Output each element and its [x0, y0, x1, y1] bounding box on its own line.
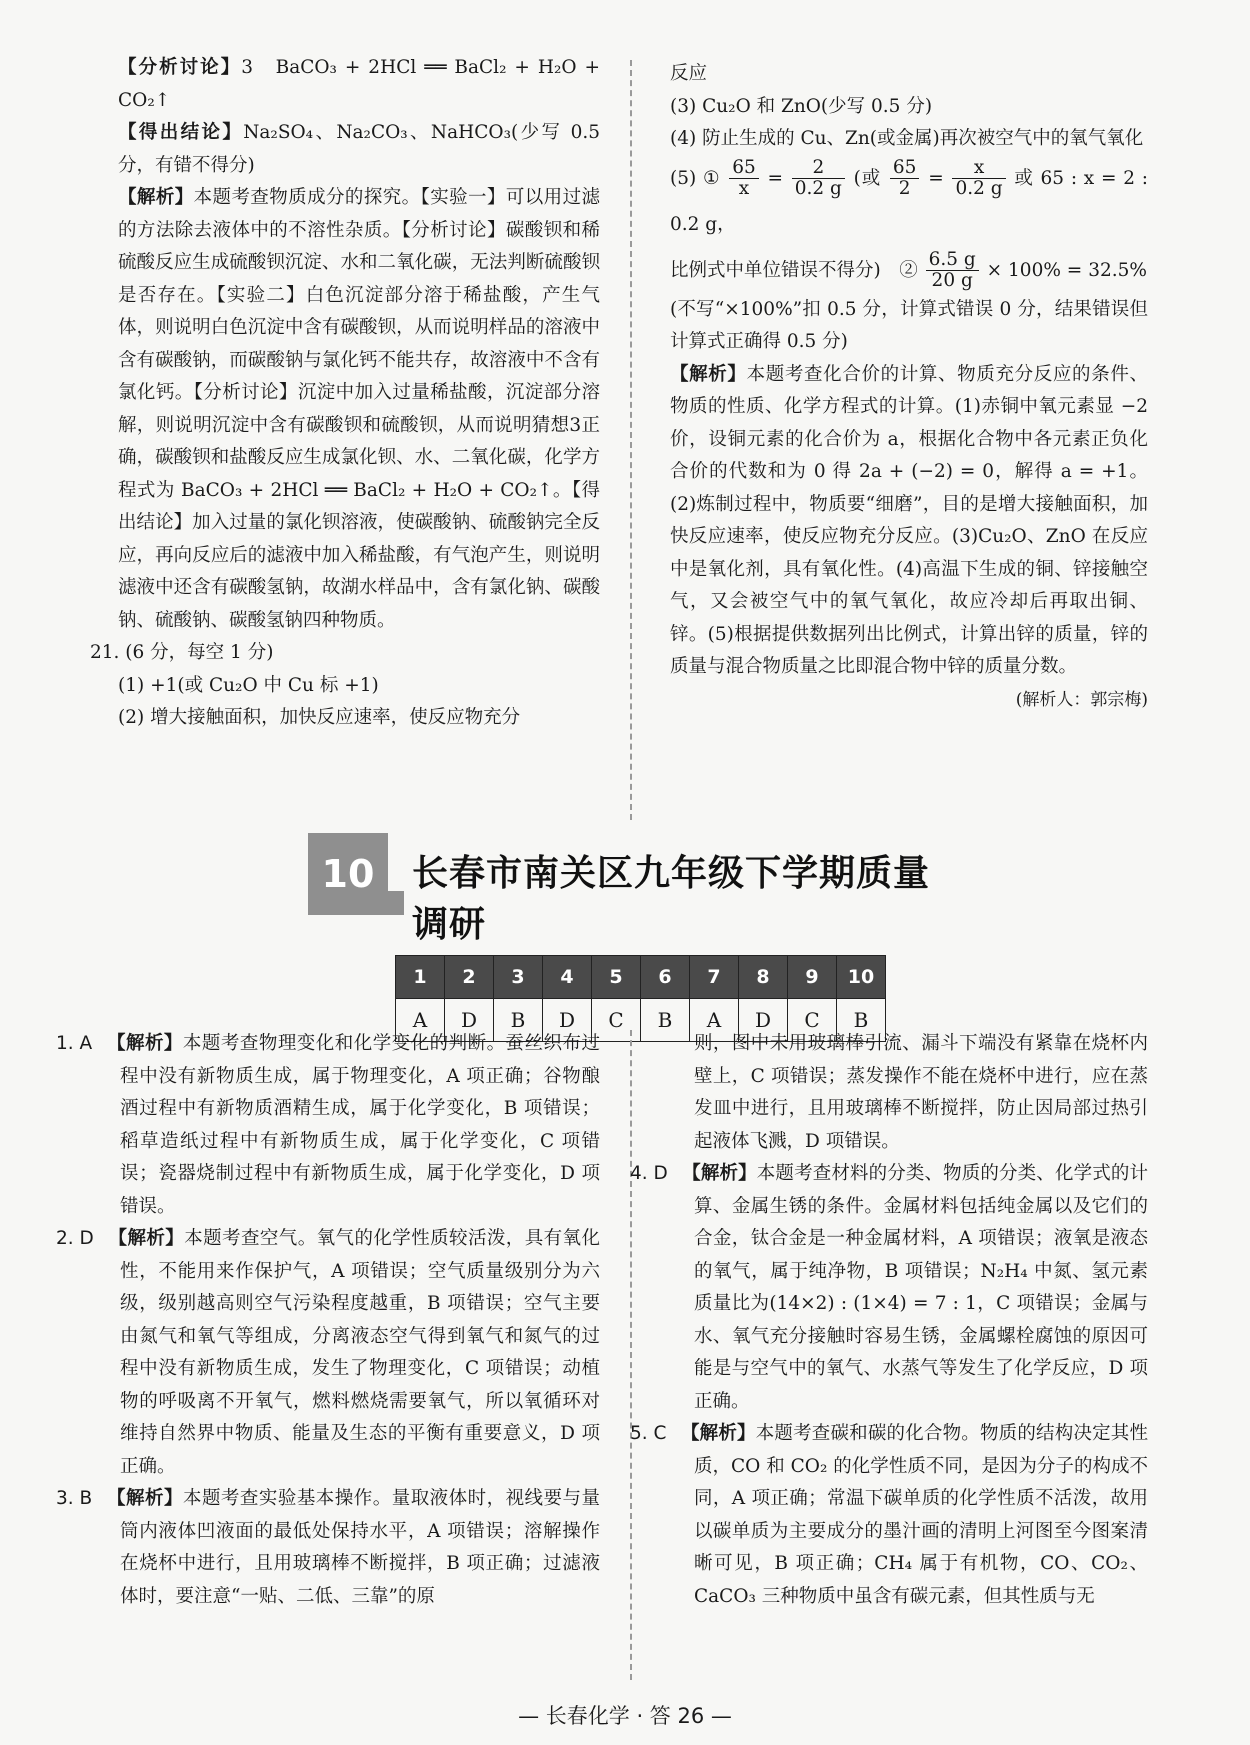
right-bottom-column — [630, 1028, 1148, 1613]
question-number-row — [396, 956, 886, 999]
answer-cell: A — [396, 999, 445, 1042]
q1-explanation: 1. A 【解析】本题考查物理变化和化学变化的判断。蚕丝织布过程中没有新物质生成，属于物理变化，A 项正确；谷物酿酒过程中有新物质酒精生成，属于化学变化，B 项错误；稻草造纸过程中有新物质生成，属于化学变化，C 项错误；瓷器烧制过程中有新物质生成，属于化学变化，D 项错误。 — [56, 1033, 600, 1217]
analysis-discussion: 【分析讨论】3 BaCO₃ + 2HCl ══ BaCl₂ + H₂O + CO₂↑ — [118, 57, 600, 111]
banner-accent — [388, 891, 404, 915]
fraction: $\frac{65}{2}$ — [890, 158, 920, 199]
q21-heading: 21. (6 分，每空 1 分) — [90, 642, 274, 663]
q3-explanation: 3. B 【解析】本题考查实验基本操作。量取液体时，视线要与量筒内液体凹液面的最低处保持水平，A 项错误；溶解操作在烧杯中进行，且用玻璃棒不断搅拌，B 项正确；过滤液体时，要注意“一贴、二低、三靠”的原 — [56, 1488, 600, 1607]
left-bottom-column — [56, 1028, 600, 1613]
answer-cell: B — [837, 999, 886, 1042]
q3-continued: 则，图中未用玻璃棒引流、漏斗下端没有紧靠在烧杯内壁上，C 项错误；蒸发操作不能在烧杯中进行，应在蒸发皿中进行，且用玻璃棒不断搅拌，防止因局部过热引起液体飞溅，D 项错误。 — [694, 1033, 1148, 1152]
answer-line: (4) 防止生成的 Cu、Zn(或金属)再次被空气中的氧气氧化 — [670, 128, 1144, 149]
left-top-column — [90, 52, 600, 735]
section-title: 长春市南关区九年级下学期质量调研 — [412, 853, 931, 945]
fraction: $\frac{6.5 g}{20 g}$ — [926, 250, 979, 291]
q5-explanation: 5. C 【解析】本题考查碳和碳的化合物。物质的结构决定其性质，CO 和 CO₂ 的化学性质不同，是因为分子的构成不同，A 项正确；常温下碳单质的化学性质不活泼，故用以碳单质为主要成分的墨汁画的清明上河图至今图案清晰可见，B 项正确；CH₄ 属于有机物，CO、CO₂、CaCO₃ 三种物质中虽含有碳元素，但其性质与无 — [630, 1423, 1148, 1607]
question-number-cell: 9 — [788, 956, 837, 999]
question-number-cell: 5 — [592, 956, 641, 999]
answer-cell: B — [494, 999, 543, 1042]
answer-cell: A — [690, 999, 739, 1042]
answer-cell: B — [641, 999, 690, 1042]
answer-cell: D — [739, 999, 788, 1042]
section-number: 10 — [308, 833, 388, 915]
fraction: $\frac{2}{0.2 g}$ — [792, 158, 845, 199]
ratio-line: (5) ① $\frac{65}{x}$ = $\frac{2}{0.2 g}$ (或 $\frac{65}{2}$ = $\frac{x}{0.2 g}$ 或 65 : x = 2 : 0.2 g， — [670, 157, 1149, 235]
q21-part1: (1) +1(或 Cu₂O 中 Cu 标 +1) — [118, 674, 379, 696]
q4-explanation: 4. D 【解析】本题考查材料的分类、物质的分类、化学式的计算、金属生锈的条件。金属材料包括纯金属以及它们的合金，钛合金是一种金属材料，A 项错误；液氧是液态的氧气，属于纯净物，B 项错误；N₂H₄ 中氮、氢元素质量比为(14×2) : (1×4) = 7 : 1，C 项错误；金属与水、氧气充分接触时容易生锈，金属螺栓腐蚀的原因可能是与空气中的氧气、水蒸气等发生了化学反应，D 项正确。 — [630, 1163, 1148, 1412]
answer-cell: C — [592, 999, 641, 1042]
explanation: 【解析】本题考查化合价的计算、物质充分反应的条件、物质的性质、化学方程式的计算。(1)赤铜中氧元素显 −2 价，设铜元素的化合价为 a，根据化合物中各元素正负化合价的代数和为 0 得 2a + (−2) = 0，解得 a = +1。(2)炼制过程中，物质要“细磨”，目的是增大接触面积，加快反应速率，使反应物充分反应。(3)Cu₂O、ZnO 在反应中是氧化剂，具有氧化性。(4)高温下生成的铜、锌接触空气，又会被空气中的氧气氧化，故应冷却后再取出铜、锌。(5)根据提供数据列出比例式，计算出锌的质量，锌的质量与混合物质量之比即混合物中锌的质量分数。 — [670, 363, 1148, 677]
q21-part2: (2) 增大接触面积，加快反应速率，使反应物充分 — [118, 707, 521, 728]
column-divider-bottom — [630, 1030, 632, 1680]
percent-line: 比例式中单位错误不得分) ② $\frac{6.5 g}{20 g}$ × 100% = 32.5% — [670, 249, 1147, 291]
question-number-cell: 2 — [445, 956, 494, 999]
right-top-column — [670, 58, 1148, 716]
question-number-cell: 1 — [396, 956, 445, 999]
answer-cell: C — [788, 999, 837, 1042]
fraction: $\frac{x}{0.2 g}$ — [952, 158, 1005, 199]
signature: (解析人：郭宗梅) — [1015, 689, 1148, 710]
question-number-cell: 10 — [837, 956, 886, 999]
answer-cell: D — [543, 999, 592, 1042]
question-number-cell: 4 — [543, 956, 592, 999]
q2-explanation: 2. D 【解析】本题考查空气。氧气的化学性质较活泼，具有氧化性，不能用来作保护气，A 项错误；空气质量级别分为六级，级别越高则空气污染程度越重，B 项错误；空气主要由氮气和氧气等组成，分离液态空气得到氧气和氮气的过程中没有新物质生成，发生了物理变化，C 项错误；动植物的呼吸离不开氧气，燃料燃烧需要氧气，所以氧循环对维持自然界中物质、能量及生态的平衡有重要意义，D 项正确。 — [56, 1228, 600, 1477]
tag: 【分析讨论】 — [118, 57, 242, 78]
question-number-cell: 3 — [494, 956, 543, 999]
answer-line: 反应 — [670, 63, 708, 84]
conclusion: 【得出结论】Na₂SO₄、Na₂CO₃、NaHCO₃(少写 0.5 分，有错不得分) — [118, 122, 600, 176]
fraction: $\frac{65}{x}$ — [729, 158, 759, 199]
answer-note: (不写“×100%”扣 0.5 分，计算式错误 0 分，结果错误但计算式正确得 0.5 分) — [670, 298, 1148, 352]
section-banner — [308, 833, 948, 945]
answer-line: (3) Cu₂O 和 ZnO(少写 0.5 分) — [670, 95, 933, 117]
question-number-cell: 6 — [641, 956, 690, 999]
column-divider-top — [630, 60, 632, 820]
question-number-cell: 8 — [739, 956, 788, 999]
question-number-cell: 7 — [690, 956, 739, 999]
answer-cell: D — [445, 999, 494, 1042]
page-footer: — 长春化学 · 答 26 — — [518, 1704, 732, 1728]
explanation: 【解析】本题考查物质成分的探究。【实验一】可以用过滤的方法除去液体中的不溶性杂质。【分析讨论】碳酸钡和稀硫酸反应生成硫酸钡沉淀、水和二氧化碳，无法判断硫酸钡是否存在。【实验二】白色沉淀部分溶于稀盐酸，产生气体，则说明白色沉淀中含有碳酸钡，从而说明样品的溶液中含有碳酸钠，而碳酸钠与氯化钙不能共存，故溶液中不含有氯化钙。【分析讨论】沉淀中加入过量稀盐酸，沉淀部分溶解，则说明沉淀中含有碳酸钡和硫酸钡，从而说明猜想3正确，碳酸钡和盐酸反应生成氯化钡、水、二氧化碳，化学方程式为 BaCO₃ + 2HCl ══ BaCl₂ + H₂O + CO₂↑。【得出结论】加入过量的氯化钡溶液，使碳酸钠、硫酸钠完全反应，再向反应后的滤液中加入稀盐酸，有气泡产生，则说明滤液中还含有碳酸氢钠，故湖水样品中，含有氯化钠、碳酸钠、硫酸钠、碳酸氢钠四种物质。 — [118, 187, 600, 631]
